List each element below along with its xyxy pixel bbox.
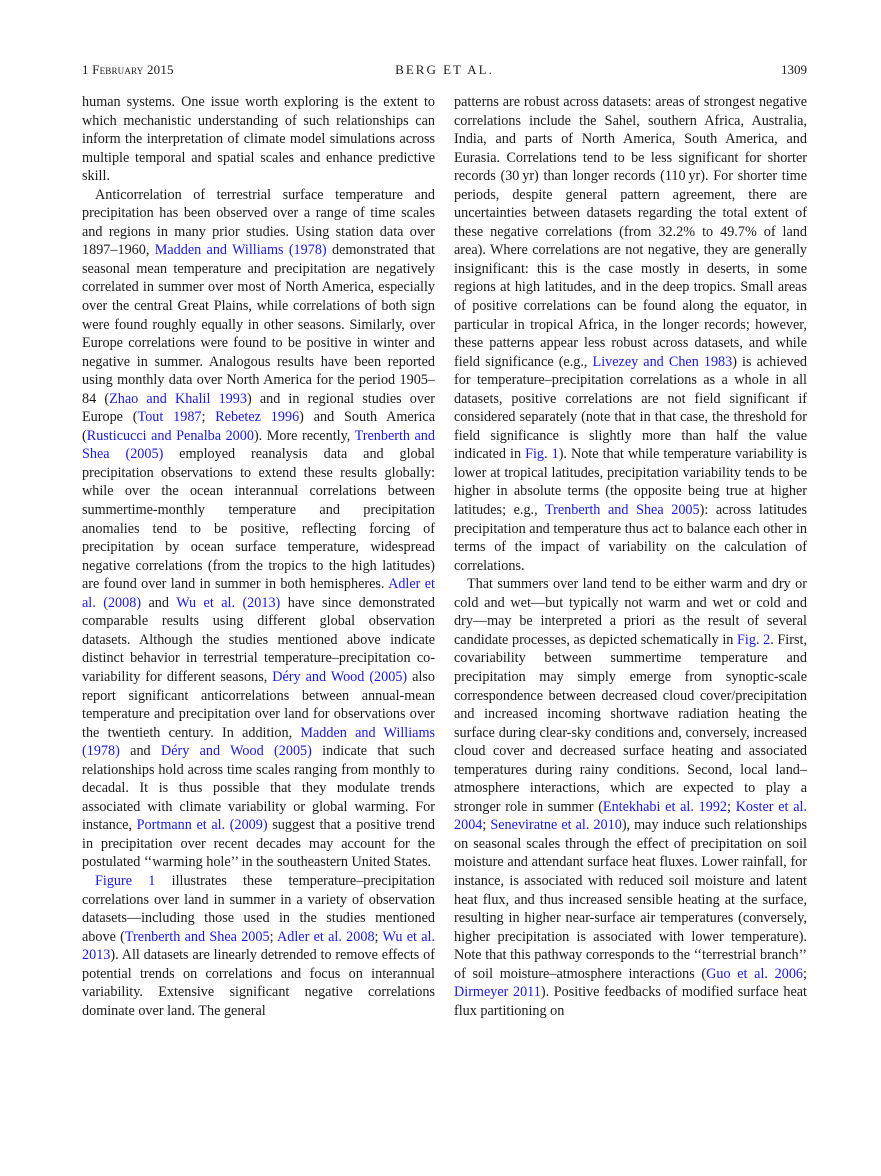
running-head <box>82 62 807 82</box>
paragraph-prior-studies: Anticorrelation of terrestrial surface temperature and precipitation has been observed over a range of time scales and regions in many prior studies. Using station data over 1897–1960, Madden and Williams (1978) demonstrated that seasonal mean temperature and precipitation are negatively correlated in summer over most of North America, especially over the central Great Plains, while correlations of both sign were found roughly equally in other seasons. Similarly, over Europe correlations were found to be positive in winter and negative in summer. Analogous results have been reported using monthly data over North America for the period 1905–84 (Zhao and Khalil 1993) and in regional studies over Europe (Tout 1987; Rebetez 1996) and South America (Rusticucci and Penalba 2000). More recently, Trenberth and Shea (2005) employed reanalysis data and global precipitation observations to extend these results globally: while over the ocean interannual correlations between summertime-monthly temperature and precipitation anomalies tend to be positive, reflecting forcing of precipitation by ocean surface temperature, widespread negative correlations (from the tropics to the high latitudes) are found over land in summer in both hemispheres. Adler et al. (2008) and Wu et al. (2013) have since demonstrated comparable results using different global observation datasets. Although the studies mentioned above indicate distinct behavior in terrestrial temperature–precipitation covariability for different seasons, Déry and Wood (2005) also report significant anticorrelations between annual-mean temperature and precipitation over land for observations over the twentieth century. In addition, Madden and Williams (1978) and Déry and Wood (2005) indicate that such relationships hold across time scales ranging from monthly to decadal. It is thus possible that they modulate trends associated with climate variability or global warming. For instance, Portmann et al. (2009) suggest that a positive trend in precipitation over recent decades may account for the postulated ‘‘warming hole’’ in the southeastern United States. <box>82 186 436 871</box>
citation-madden-williams-1978[interactable]: Madden and Williams (1978) <box>154 242 327 259</box>
left-column <box>82 93 435 1020</box>
running-authors: BERG ET AL. <box>395 62 494 77</box>
paragraph-figure-1: Figure 1 illustrates these temperature–precipitation correlations over land in summer in a variety of observation datasets—including those used in the studies mentioned above (Trenberth and Shea 2005; Adler et al. 2008; Wu et al. 2013). All datasets are linearly detrended to remove effects of potential trends on correlations and focus on interannual variability. Extensive significant negative correlations dominate over land. The general <box>82 872 436 1019</box>
citation-dery-wood-2005[interactable]: Déry and Wood (2005) <box>160 743 312 760</box>
citation-trenberth-shea-2005[interactable]: Trenberth and Shea 2005 <box>544 502 700 519</box>
citation-wu-2013[interactable]: Wu et al. 2013 <box>82 928 436 964</box>
page-number: 1309 <box>781 62 807 77</box>
citation-madden-williams-1978[interactable]: Madden and Williams (1978) <box>82 724 435 760</box>
right-column <box>454 93 807 1020</box>
citation-zhao-khalil-1993[interactable]: Zhao and Khalil 1993 <box>109 390 247 407</box>
citation-guo-2006[interactable]: Guo et al. 2006 <box>706 965 804 982</box>
citation-rusticucci-penalba-2000[interactable]: Rusticucci and Penalba 2000 <box>86 427 254 444</box>
figure-1-link[interactable]: Fig. 1 <box>525 446 559 463</box>
citation-wu-2013[interactable]: Wu et al. (2013) <box>176 594 281 611</box>
paragraph-intro-end: human systems. One issue worth exploring is the extent to which mechanistic understanding of such relationships can inform the interpretation of climate model simulations across multiple temporal and spatial scales and enhance predictive skill. <box>82 94 435 185</box>
citation-entekhabi-1992[interactable]: Entekhabi et al. 1992 <box>602 798 728 815</box>
figure-1-link[interactable]: Figure 1 <box>95 872 156 889</box>
paragraph-processes: That summers over land tend to be either warm and dry or cold and wet—but typically not warm and wet or cold and dry—may be interpreted a priori as the result of several candidate processes, as depicted schematically in Fig. 2. First, covariability between summertime temperature and precipitation may simply emerge from synoptic-scale correspondence between decreased cloud cover/precipitation and increased incoming shortwave radiation heating the surface during clear-sky conditions and, conversely, increased cloud cover and decreased surface heating and associated temperatures during rainy conditions. Second, local land–atmosphere interactions, which are expected to play a stronger role in summer (Entekhabi et al. 1992; Koster et al. 2004; Seneviratne et al. 2010), may induce such relationships on seasonal scales through the effect of precipitation on soil moisture and attendant surface heat fluxes. Lower rainfall, for instance, is associated with reduced soil moisture and latent heat flux, and thus increased sensible heating at the surface, resulting in higher near-surface air temperatures (conversely, higher precipitation is associated with lower temperature). Note that this pathway corresponds to the ‘‘terrestrial branch’’ of soil moisture–atmosphere interactions (Guo et al. 2006; Dirmeyer 2011). Positive feedbacks of modified surface heat flux partitioning on <box>454 576 807 1019</box>
citation-portmann-2009[interactable]: Portmann et al. (2009) <box>136 817 268 834</box>
citation-trenberth-shea-2005[interactable]: Trenberth and Shea (2005) <box>82 427 435 463</box>
figure-2-link[interactable]: Fig. 2 <box>737 631 771 648</box>
issue-date: 1 February 2015 <box>82 62 174 77</box>
citation-adler-2008[interactable]: Adler et al. (2008) <box>82 576 435 611</box>
citation-rebetez-1996[interactable]: Rebetez 1996 <box>215 409 300 426</box>
citation-koster-2004[interactable]: Koster et al. 2004 <box>454 798 807 834</box>
citation-dirmeyer-2011[interactable]: Dirmeyer 2011 <box>454 984 541 1001</box>
citation-seneviratne-2010[interactable]: Seneviratne et al. 2010 <box>490 817 622 834</box>
paragraph-patterns: patterns are robust across datasets: areas of strongest negative correlations include the Sahel, southern Africa, Australia, India, and parts of North America, South America, and Eurasia. Correlations tend to be less significant for shorter records (30 yr) than longer records (110 yr). For shorter time periods, despite general pattern agreement, there are uncertainties between datasets regarding the total extent of these negative correlations (from 32.2% to 49.7% of land area). Where correlations are not negative, they are generally insignificant: this is the case mostly in deserts, in some regions at high latitudes, and in the deep tropics. Small areas of positive correlations can be found along the equator, in particular in tropical Africa, in the longer records; however, these patterns appear less robust across datasets, and while field significance (e.g., Livezey and Chen 1983) is achieved for temperature–precipitation correlations as a whole in all datasets, positive correlations are not field significant if considered separately (note that in that case, the threshold for field significance is slightly more than half the value indicated in Fig. 1). Note that while temperature variability is lower at tropical latitudes, precipitation variability tends to be higher in absolute terms (the opposite being true at higher latitudes; e.g., Trenberth and Shea 2005): across latitudes precipitation and temperature thus act to balance each other in terms of the impact of variability on the calculation of correlations. <box>454 94 807 574</box>
citation-dery-wood-2005[interactable]: Déry and Wood (2005) <box>272 668 408 685</box>
citation-livezey-chen-1983[interactable]: Livezey and Chen 1983 <box>592 353 733 370</box>
citation-tout-1987[interactable]: Tout 1987 <box>137 409 202 426</box>
citation-adler-2008[interactable]: Adler et al. 2008 <box>277 928 375 945</box>
citation-trenberth-shea-2005[interactable]: Trenberth and Shea 2005 <box>124 928 270 945</box>
